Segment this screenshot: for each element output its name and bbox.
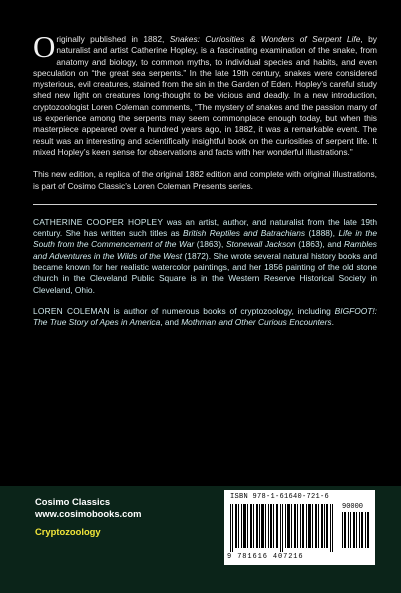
book-title: Stonewall Jackson — [225, 239, 296, 250]
price-barcode-icon — [342, 512, 370, 548]
text-run: (1872). She wrote several natural history books and became known for her realistic watercolor paintings, and her 1856 painting of the old stone church in the Cleveland Public Square is in the Western Reserve Historical Society in Cleveland, Ohio. — [33, 250, 377, 295]
author-bio-hopley — [33, 217, 377, 296]
isbn-text: ISBN 978-1-61640-721-6 — [230, 493, 330, 501]
book-title: Rambles and Adventures in the Wilds of the West — [33, 239, 377, 261]
publisher-block — [35, 496, 141, 519]
author-name: LOREN COLEMAN — [33, 305, 110, 316]
ean-digits: 9 781616 407216 — [227, 553, 304, 561]
text-run: was an artist, author, and naturalist from the late 19th century. She has written such titles as — [33, 216, 377, 239]
publisher-name: Cosimo Classics — [35, 496, 111, 507]
book-title: Life in the South from the Commencement of the War — [33, 228, 377, 250]
text-run: (1888), — [305, 228, 339, 239]
isbn-barcode — [224, 490, 375, 565]
book-title: British Reptiles and Batrachians — [183, 228, 306, 239]
text-run: . — [331, 317, 334, 328]
edition-paragraph: This new edition, a replica of the original 1882 edition and complete with original illustrations, is part of Cosimo Classic’s Loren Coleman Presents series. — [33, 169, 377, 191]
publisher-url: www.cosimobooks.com — [35, 507, 142, 519]
price-code: 90000 — [342, 503, 364, 511]
author-bio-coleman — [33, 306, 377, 329]
drop-cap: O — [33, 29, 56, 64]
author-name: CATHERINE COOPER HOPLEY — [33, 216, 164, 227]
description-text — [33, 29, 378, 329]
book-title: Snakes: Curiosities & Wonders of Serpent Life — [169, 34, 361, 44]
text-run: (1863), — [194, 239, 226, 250]
text-run: (1863), and — [295, 239, 344, 250]
description-paragraph — [33, 29, 377, 158]
text-run: , and — [160, 317, 182, 328]
text-run: riginally published in 1882, — [56, 34, 170, 44]
book-title: Mothman and Other Curious Encounters — [181, 317, 332, 328]
divider — [33, 204, 377, 205]
barcode-bars-icon — [230, 504, 338, 552]
text-run: , by naturalist and artist Catherine Hopley, is a fascinating examination of the snake, from anatomy and biology, to common myths, to individual species and habits, and even speculation on “the great sea serpents.” In the late 19th century, snakes were considered mysterious, evil creatures, stained from the sin in the Garden of Eden. Hopley’s careful study shed new light on creatures long-thought to be vicious and deadly. In a new introduction, cryptozoologist Loren Coleman comments, “The mystery of snakes and the passion many of us experience among the serpents may seem commonplace enough today, but when this masterpiece appeared over a hundred years ago, in 1882, it was a remarkable event. The result was an interesting and scientifically insightful book on the curiosities of serpent life. It mixed Hopley’s keen sense for observations and facts with her wonderful illustrations.” — [33, 34, 377, 157]
category-label: Cryptozoology — [35, 526, 101, 537]
text-run: is author of numerous books of cryptozoology, including — [109, 305, 335, 316]
book-title: BIGFOOT!: The True Story of Apes in America — [33, 305, 378, 328]
